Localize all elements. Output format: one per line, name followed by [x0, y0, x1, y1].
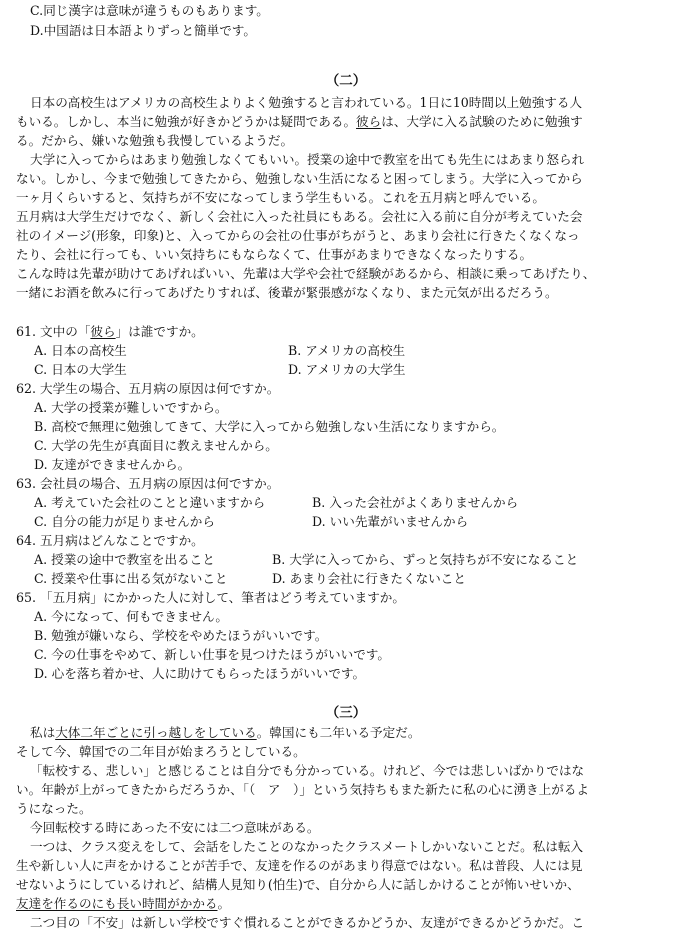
q65-option-b: B. 勉強が嫌いなら、学校をやめたほうがいいです。: [34, 628, 328, 643]
question-63: 63. 会社員の場合、五月病の原因は何ですか。: [16, 476, 280, 491]
passage-3-line: 「転校する、悲しい」と感じることは自分でも分かっている。けれど、今では悲しいばかりではな: [30, 763, 585, 778]
passage-3-line: 私は大体二年ごとに引っ越しをしている。韓国にも二年いる予定だ。: [30, 725, 421, 740]
underlined-moving-phrase: 大体二年ごとに引っ越しをしている: [55, 725, 257, 740]
option-d-previous: D.中国語は日本語よりずっと簡単です。: [30, 23, 256, 38]
q61-option-c: C. 日本の大学生: [34, 362, 127, 377]
underlined-karera: 彼ら: [356, 114, 382, 129]
q63-option-b: B. 入った会社がよくありませんから: [312, 495, 519, 510]
passage-3-line: 一つは、クラス変えをして、会話をしたことのなかったクラスメートしかいないことだ。私は転入: [30, 839, 584, 854]
passage-3-line: 今回転校する時にあった不安には二つ意味がある。: [30, 820, 320, 835]
q64-option-d: D. あまり会社に行きたくないこと: [272, 571, 466, 586]
q64-option-a: A. 授業の途中で教室を出ること: [34, 552, 215, 567]
passage-2-line: 大学に入ってからはあまり勉強しなくてもいい。授業の途中で教室を出ても先生にはあまり怒られ: [30, 152, 585, 167]
q61-option-d: D. アメリカの大学生: [288, 362, 406, 377]
q65-option-c: C. 今の仕事をやめて、新しい仕事を見つけたほうがいいです。: [34, 647, 390, 662]
question-62: 62. 大学生の場合、五月病の原因は何ですか。: [16, 381, 280, 396]
question-61: 61. 文中の「彼ら」は誰ですか。: [16, 324, 204, 339]
q65-option-d: D. 心を落ち着かせ、人に助けてもらったほうがいいです。: [34, 666, 366, 681]
passage-3-line: そして今、韓国での二年目が始まろうとしている。: [16, 744, 306, 759]
q62-option-c: C. 大学の先生が真面目に教えませんから。: [34, 438, 278, 453]
passage-2-line: ない。しかし、今まで勉強してきたから、勉強しない生活になると困ってしまう。大学に入ってから: [16, 171, 583, 186]
q64-option-c: C. 授業や仕事に出る気がないこと: [34, 571, 228, 586]
q62-option-d: D. 友達ができませんから。: [34, 457, 191, 472]
passage-2-line: 日本の高校生はアメリカの高校生よりよく勉強すると言われている。1日に10時間以上勉強する人: [30, 95, 583, 110]
option-c-previous: C.同じ漢字は意味が違うものもあります。: [30, 3, 269, 18]
passage-2-line: 一ヶ月くらいすると、気持ちが不安になってしまう学生もいる。これを五月病と呼んでいる。: [16, 190, 545, 205]
q64-option-b: B. 大学に入ってから、ずっと気持ちが不安になること: [272, 552, 579, 567]
passage-2-line: 五月病は大学生だけでなく、新しく会社に入った社員にもある。会社に入る前に自分が考えていた会: [16, 209, 583, 224]
passage-2-line: こんな時は先輩が助けてあげればいい、先輩は大学や会社で経験があるから、相談に乗ってあげたり、: [16, 266, 596, 281]
passage-3-line: 二つ目の「不安」は新しい学校ですぐ慣れることができるかどうか、友達ができるかどうかだ。こ: [30, 915, 585, 930]
passage-2-line: たり、会社に行っても、いい気持ちにもならなくて、仕事があまりできなくなったりする。: [16, 247, 533, 262]
passage-2-line: 一緒にお酒を飲みに行ってあげたりすれば、後輩が緊張感がなくなり、また元気が出るだろう。: [16, 285, 558, 300]
passage-3-line: うになった。: [16, 801, 92, 816]
q63-option-c: C. 自分の能力が足りませんから: [34, 514, 215, 529]
passage-3-line: い。年齢が上がってきたからだろうか、「（ ア ）」という気持ちもまた新たに私の心に湧き上がるよ: [16, 782, 590, 797]
passage-2-line: もいる。しかし、本当に勉強が好きかどうかは疑問である。彼らは、大学に入る試験のために勉強す: [16, 114, 583, 129]
q63-option-a: A. 考えていた会社のことと違いますから: [34, 495, 266, 510]
passage-3-line: 生や新しい人に声をかけることが苦手で、友達を作るのがあまり得意ではない。私は普段、人には見: [16, 858, 583, 873]
question-64: 64. 五月病はどんなことですか。: [16, 533, 204, 548]
passage-3-line: 友達を作るのにも長い時間がかかる。: [16, 896, 231, 911]
q65-option-a: A. 今になって、何もできません。: [34, 609, 228, 624]
question-65: 65. 「五月病」にかかった人に対して、筆者はどう考えていますか。: [16, 590, 405, 605]
q62-option-a: A. 大学の授業が難しいですから。: [34, 400, 228, 415]
q61-option-b: B. アメリカの高校生: [288, 343, 406, 358]
passage-2-line: 社のイメージ(形象，印象)と、入ってからの会社の仕事がちがうと、あまり会社に行きたくなくなっ: [16, 228, 580, 243]
passage-3-line: せないようにしているけれど、結構人見知り(怕生)で、自分から人に話しかけることが怖いせいか、: [16, 877, 580, 892]
q62-option-b: B. 高校で無理に勉強してきて、大学に入ってから勉強しない生活になりますから。: [34, 419, 505, 434]
underlined-friends-phrase: 友達を作るのにも長い時間がかかる: [16, 896, 218, 911]
q63-option-d: D. いい先輩がいませんから: [312, 514, 469, 529]
passage-2-line: る。だから、嫌いな勉強も我慢しているようだ。: [16, 133, 294, 148]
q61-option-a: A. 日本の高校生: [34, 343, 127, 358]
section-3-title: （三）: [325, 705, 367, 721]
section-2-title: （二）: [325, 73, 367, 89]
